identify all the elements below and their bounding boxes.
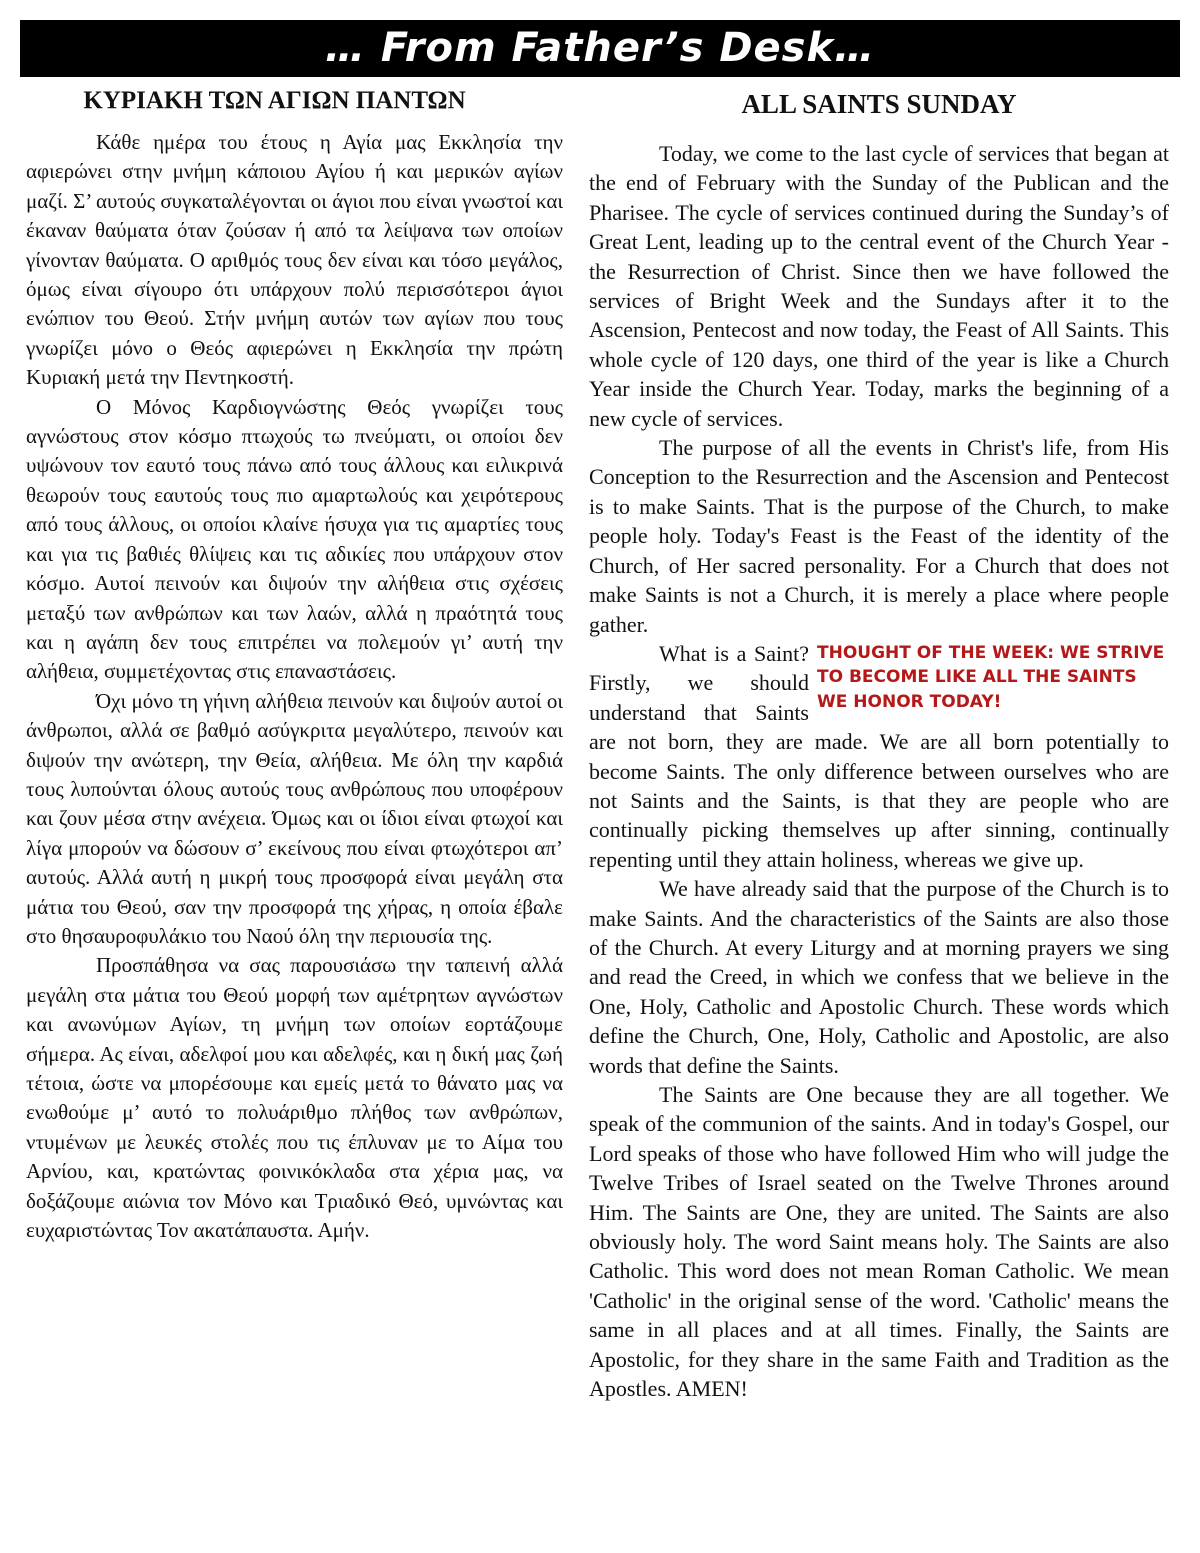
greek-paragraph: Κάθε ημέρα του έτους η Αγία μας Εκκλησία την αφιερώνει στην μνήμη κάποιου Αγίου ή και μερικών αγίων μαζί. Σ’ αυτούς συγκαταλέγονται οι άγιοι που είναι γνωστοί και έκαναν θαύματα όταν ζούσαν ή από τα λείψανα των οποίων γίνονταν θαύματα. Ο αριθμός τους δεν είναι και τόσο μεγάλος, όμως είναι σίγουρο ότι υπάρχουν πολύ περισσότεροι άγιοι ενώπιον του Θεού. Στήν μνήμη αυτών των αγίων που τους γνωρίζει μόνο ο Θεός αφιερώνει η Εκκλησία την πρώτη Κυριακή μετά την Πεντηκοστή. (26, 130, 563, 390)
english-paragraph: We have already said that the purpose of the Church is to make Saints. And the characteristics of the Saints are also those of the Church. At every Liturgy and at morning prayers we sing and read the Creed, in which we confess that we believe in the One, Holy, Catholic and Apostolic Church. These words which define the Church, One, Holy, Catholic and Apostolic, are also words that define the Saints. (589, 876, 1169, 1078)
english-paragraph: The purpose of all the events in Christ's life, from His Conception to the Resurrection and the Ascension and Pentecost is to make Saints. That is the purpose of the Church, to make people holy. Today's Feast is the Feast of the identity of the Church, of Her sacred personality. For a Church that does not make Saints is not a Church, it is merely a place where people gather. (589, 435, 1169, 637)
greek-paragraph: Όχι μόνο τη γήινη αλήθεια πεινούν και διψούν αυτοί οι άνθρωποι, αλλά σε βαθμό ασύγκριτα μεγαλύτερο, πεινούν και διψούν την ανώτερη, την Θεία, αλήθεια. Με όλη την καρδιά τους λυπούνται όλους αυτούς τους ανθρώπους που υποφέρουν και ζουν μέσα στην ανέχεια. Όμως και οι ίδιοι είναι φτωχοί και λίγα μπορούν να δώσουν σ’ εκείνους που είναι φτωχότεροι απ’ αυτούς. Αλλά αυτή η μικρή τους προσφορά είναι μεγάλη στα μάτια του Θεού, σαν την προσφορά της χήρας, η οποία έβαλε στο θησαυροφυλάκιο του Ναού όλη την περιουσία της. (26, 688, 563, 948)
english-title: ALL SAINTS SUNDAY (741, 89, 1017, 119)
greek-paragraph: Ο Μόνος Καρδιογνώστης Θεός γνωρίζει τους αγνώστους στον κόσμο πτωχούς τω πνεύματι, οι οποίοι δεν υψώνουν τον εαυτό τους πάνω από τους άλλους και ειλικρινά θεωρούν τους εαυτούς τους πιο αμαρτωλούς και χειρότερους από τους άλλους, οι οποίοι κλαίνε ήσυχα για τις αμαρτίες τους και για τις βαθιές θλίψεις και τις αδικίες που υπάρχουν στον κόσμο. Αυτοί πεινούν και διψούν την αλήθεια στις σχέσεις μεταξύ των ανθρώπων και των λαών, αλλά η πραότητά τους και η αγάπη δεν τους επιτρέπει να πολεμούν γι’ αυτή την αλήθεια, συμμετέχοντας στις επαναστάσεις. (26, 394, 563, 684)
english-body (589, 139, 1169, 1403)
greek-paragraph: Προσπάθησα να σας παρουσιάσω την ταπεινή αλλά μεγάλη στα μάτια του Θεού μορφή των αμέτρητων αγνώστων και ανωνύμων Αγίων, τη μνήμη των οποίων εορτάζουμε σήμερα. Ας είναι, αδελφοί μου και αδελφές, και η δική μας ζωή τέτοια, ώστε να μπορέσουμε και εμείς μετά το θάνατο μας να ενωθούμε μ’ αυτό το πολυάριθμο πλήθος των ανθρώπων, ντυμένων με λευκές στολές που τις έπλυναν με το Αίμα του Αρνίου, και, κρατώντας φοινικόκλαδα στα χέρια μας, να δοξάζουμε αιώνια τον Μόνο και Τριαδικό Θεό, υμνώντας και ευχαριστώντας Τον ακατάπαυστα. Αμήν. (26, 953, 563, 1243)
greek-column (26, 84, 563, 1245)
greek-title: ΚΥΡΙΑΚΗ ΤΩΝ ΑΓΙΩΝ ΠΑΝΤΩΝ (83, 87, 466, 114)
english-paragraph: What is a Saint? Firstly, we should understand that Saints are not born, they are made. We are all born potentially to become Saints. The only difference between ourselves who are not Saints and the Saints, is that they are people who are continually picking themselves up after sinning, continually repenting until they attain holiness, whereas we give up. (589, 640, 1169, 872)
greek-body (26, 128, 563, 1245)
english-paragraph: Today, we come to the last cycle of services that began at the end of February with the Sunday of the Publican and the Pharisee. The cycle of services continued during the Sunday’s of Great Lent, leading up to the central event of the Church Year - the Resurrection of Christ. Since then we have followed the services of Bright Week and the Sundays after it to the Ascension, Pentecost and now today, the Feast of All Saints. This whole cycle of 120 days, one third of the year is like a Church Year inside the Church Year. Today, marks the beginning of a new cycle of services. (589, 141, 1169, 431)
header-banner (20, 20, 1180, 77)
thought-lead: THOUGHT OF THE WEEK: (817, 642, 1055, 663)
thought-of-the-week (817, 641, 1169, 715)
english-column (589, 84, 1169, 1403)
thought-text: WE STRIVE TO BECOME LIKE ALL THE SAINTS WE HONOR TODAY! (817, 642, 1165, 712)
english-paragraph: The Saints are One because they are all together. We speak of the communion of the saints. And in today's Gospel, our Lord speaks of those who have followed Him who will judge the Twelve Tribes of Israel seated on the Twelve Thrones around Him. The Saints are One, they are united. The Saints are also obviously holy. The word Saint means holy. The Saints are also Catholic. This word does not mean Roman Catholic. We mean 'Catholic' in the original sense of the word. 'Catholic' means the same in all places and at all times. Finally, the Saints are Apostolic, for they share in the same Faith and Tradition as the Apostles. AMEN! (589, 1082, 1169, 1402)
banner-title: … From Father’s Desk… (324, 25, 876, 71)
